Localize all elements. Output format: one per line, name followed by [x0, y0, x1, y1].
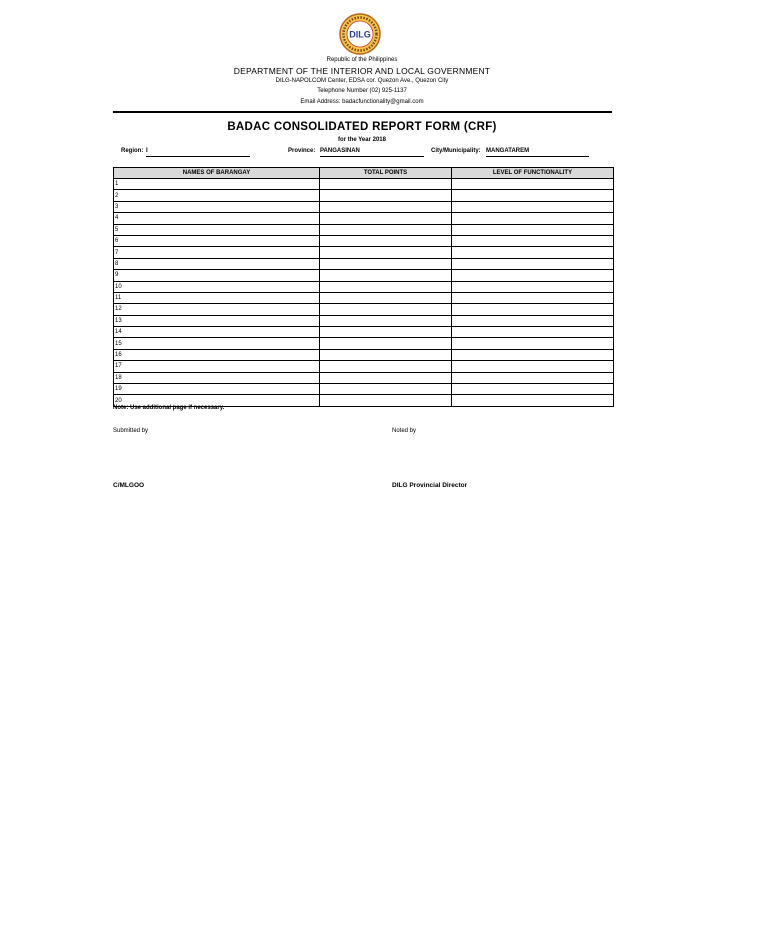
level-cell[interactable] — [452, 281, 614, 292]
level-cell[interactable] — [452, 361, 614, 372]
total-points-cell[interactable] — [320, 179, 452, 190]
table-header-row — [114, 168, 614, 179]
barangay-cell[interactable]: 16 — [114, 349, 320, 360]
submitted-by-label: Submitted by — [113, 428, 149, 434]
total-points-cell[interactable] — [320, 270, 452, 281]
table-row — [114, 247, 614, 258]
barangay-cell[interactable]: 10 — [114, 281, 320, 292]
table-row — [114, 190, 614, 201]
table-row — [114, 224, 614, 235]
total-points-cell[interactable] — [320, 247, 452, 258]
level-cell[interactable] — [452, 327, 614, 338]
level-cell[interactable] — [452, 270, 614, 281]
total-points-cell[interactable] — [320, 315, 452, 326]
department-name: DEPARTMENT OF THE INTERIOR AND LOCAL GOVERNMENT — [233, 66, 491, 76]
col-header-barangay: NAMES OF BARANGAY — [114, 168, 320, 179]
region-label: Region: — [121, 148, 144, 154]
city-field[interactable]: MANGATAREM — [486, 147, 589, 157]
barangay-cell[interactable]: 6 — [114, 235, 320, 246]
level-cell[interactable] — [452, 190, 614, 201]
table-row — [114, 213, 614, 224]
table-row — [114, 235, 614, 246]
total-points-cell[interactable] — [320, 304, 452, 315]
form-year: for the Year 2018 — [338, 137, 386, 143]
table-row — [114, 338, 614, 349]
barangay-cell[interactable]: 4 — [114, 213, 320, 224]
total-points-cell[interactable] — [320, 201, 452, 212]
barangay-cell[interactable]: 7 — [114, 247, 320, 258]
level-cell[interactable] — [452, 292, 614, 303]
level-cell[interactable] — [452, 338, 614, 349]
level-cell[interactable] — [452, 395, 614, 406]
noted-by-label: Noted by — [392, 428, 417, 434]
level-cell[interactable] — [452, 224, 614, 235]
logo-text: DILG — [349, 29, 371, 40]
email-line: Email Address: badacfunctionality@gmail.com — [300, 99, 424, 105]
office-address: DILG-NAPOLCOM Center, EDSA cor. Quezon Ave., Quezon City — [275, 78, 449, 84]
total-points-cell[interactable] — [320, 235, 452, 246]
table-row — [114, 372, 614, 383]
level-cell[interactable] — [452, 372, 614, 383]
barangay-cell[interactable]: 8 — [114, 258, 320, 269]
province-label: Province: — [288, 148, 316, 154]
total-points-cell[interactable] — [320, 190, 452, 201]
table-row — [114, 201, 614, 212]
total-points-cell[interactable] — [320, 292, 452, 303]
barangay-cell[interactable]: 19 — [114, 384, 320, 395]
table-row — [114, 315, 614, 326]
barangay-cell[interactable]: 9 — [114, 270, 320, 281]
republic-line: Republic of the Philippines — [326, 57, 398, 63]
region-field[interactable]: I — [146, 147, 250, 157]
total-points-cell[interactable] — [320, 395, 452, 406]
table-row — [114, 281, 614, 292]
city-label: City/Municipality: — [431, 148, 481, 154]
province-field[interactable]: PANGASINAN — [320, 147, 424, 157]
total-points-cell[interactable] — [320, 213, 452, 224]
level-cell[interactable] — [452, 258, 614, 269]
level-cell[interactable] — [452, 179, 614, 190]
table-row — [114, 384, 614, 395]
header-divider — [113, 111, 612, 113]
col-header-level: LEVEL OF FUNCTIONALITY — [452, 168, 614, 179]
table-row — [114, 292, 614, 303]
table-row — [114, 304, 614, 315]
barangay-cell[interactable]: 17 — [114, 361, 320, 372]
barangay-cell[interactable]: 15 — [114, 338, 320, 349]
table-row — [114, 270, 614, 281]
barangay-table — [113, 167, 614, 407]
noter-title: DILG Provincial Director — [392, 482, 468, 489]
level-cell[interactable] — [452, 349, 614, 360]
dilg-seal-logo — [339, 13, 381, 55]
table-row — [114, 361, 614, 372]
table-row — [114, 349, 614, 360]
total-points-cell[interactable] — [320, 338, 452, 349]
barangay-cell[interactable]: 18 — [114, 372, 320, 383]
barangay-cell[interactable]: 13 — [114, 315, 320, 326]
telephone-line: Telephone Number (02) 925-1137 — [317, 88, 407, 94]
table-row — [114, 179, 614, 190]
barangay-cell[interactable]: 11 — [114, 292, 320, 303]
level-cell[interactable] — [452, 384, 614, 395]
barangay-cell[interactable]: 2 — [114, 190, 320, 201]
table-row — [114, 258, 614, 269]
level-cell[interactable] — [452, 201, 614, 212]
total-points-cell[interactable] — [320, 258, 452, 269]
level-cell[interactable] — [452, 247, 614, 258]
level-cell[interactable] — [452, 213, 614, 224]
total-points-cell[interactable] — [320, 384, 452, 395]
submitter-title: C/MLGOO — [113, 482, 145, 489]
total-points-cell[interactable] — [320, 372, 452, 383]
table-row — [114, 327, 614, 338]
barangay-cell[interactable]: 5 — [114, 224, 320, 235]
total-points-cell[interactable] — [320, 361, 452, 372]
form-title: BADAC CONSOLIDATED REPORT FORM (CRF) — [227, 121, 497, 133]
level-cell[interactable] — [452, 235, 614, 246]
col-header-total-points: TOTAL POINTS — [320, 168, 452, 179]
total-points-cell[interactable] — [320, 327, 452, 338]
barangay-cell[interactable]: 1 — [114, 179, 320, 190]
total-points-cell[interactable] — [320, 224, 452, 235]
barangay-cell[interactable]: 20 — [114, 395, 320, 406]
level-cell[interactable] — [452, 315, 614, 326]
barangay-cell[interactable]: 14 — [114, 327, 320, 338]
note-text: Note: Use additional page if necessary. — [113, 405, 225, 411]
total-points-cell[interactable] — [320, 349, 452, 360]
barangay-cell[interactable]: 12 — [114, 304, 320, 315]
total-points-cell[interactable] — [320, 281, 452, 292]
barangay-cell[interactable]: 3 — [114, 201, 320, 212]
level-cell[interactable] — [452, 304, 614, 315]
